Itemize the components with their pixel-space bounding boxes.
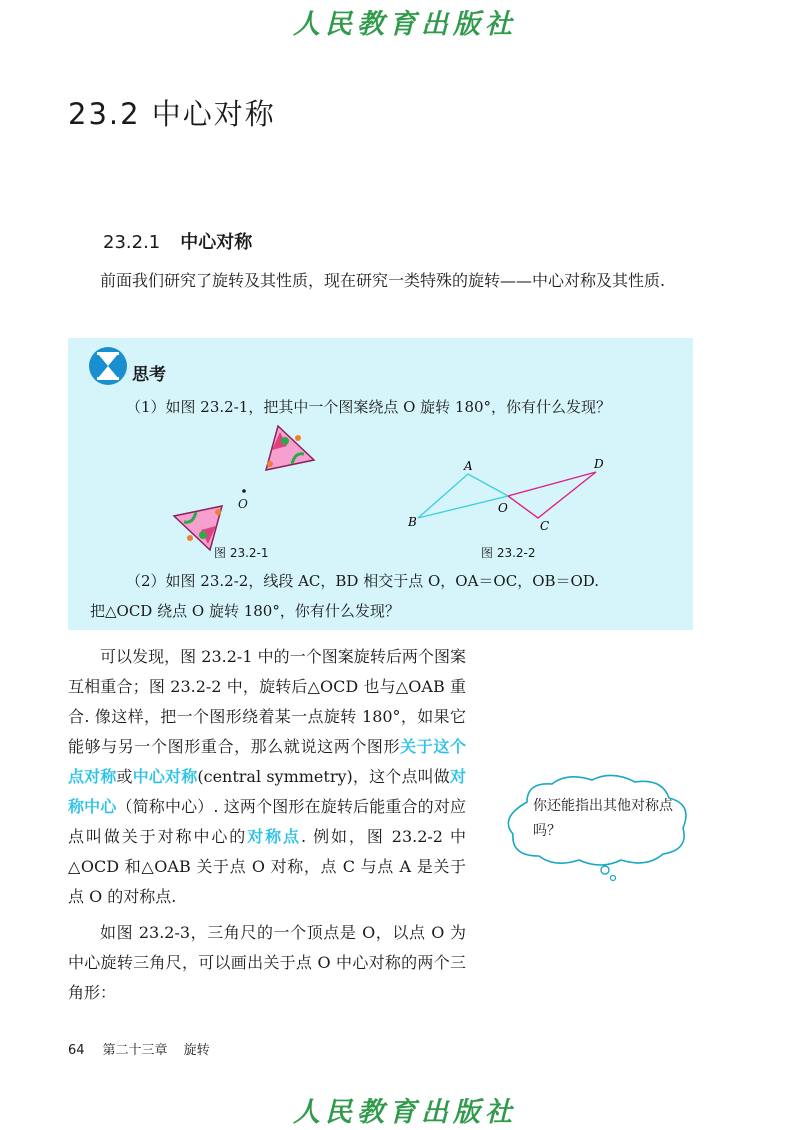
think-label: 思考 bbox=[132, 365, 166, 385]
page-number: 64 bbox=[68, 1043, 85, 1058]
paragraph-definition bbox=[68, 642, 466, 912]
question-2 bbox=[90, 566, 690, 626]
definition-text-e: . 例如，图 23.2-2 中△OCD 和△OAB 关于点 O 对称，点 C 与点 A 是关于点 O 的对称点. bbox=[68, 827, 466, 906]
triangle-ocd bbox=[508, 472, 596, 518]
subsection-title: 中心对称 bbox=[180, 232, 253, 253]
label-a: A bbox=[464, 459, 473, 473]
definition-text-d: （简称中心）. 这两个图形在旋转后能重合的对应点叫做关于对称中心的 bbox=[68, 797, 466, 846]
figure-23-2-2 bbox=[408, 458, 618, 538]
paragraph-example: 如图 23.2-3，三角尺的一个顶点是 O，以点 O 为中心旋转三角尺，可以画出关于点 O 中心对称的两个三角形： bbox=[68, 923, 466, 1002]
figure-23-2-1 bbox=[168, 424, 328, 552]
upper-triangle-pattern bbox=[266, 426, 314, 470]
figure-1-caption: 图 23.2-1 bbox=[214, 546, 269, 560]
question-2-line-1: （2）如图 23.2-2，线段 AC，BD 相交于点 O，OA＝OC，OB＝OD. bbox=[126, 572, 600, 590]
question-2-line-2: 把△OCD 绕点 O 旋转 180°，你有什么发现？ bbox=[90, 602, 400, 620]
term-central-symmetry: 中心对称 bbox=[132, 767, 198, 786]
think-icon bbox=[88, 346, 128, 386]
term-symmetric-points: 对称点 bbox=[247, 827, 301, 846]
subsection-heading bbox=[103, 228, 252, 254]
triangle-oab bbox=[418, 474, 508, 518]
subsection-number: 23.2.1 bbox=[103, 232, 161, 253]
thought-cloud bbox=[497, 772, 697, 882]
label-o: O bbox=[498, 501, 508, 515]
publisher-footer: 人民教育出版社 bbox=[293, 1097, 517, 1128]
page-footer bbox=[68, 1039, 210, 1058]
svg-text:O: O bbox=[238, 497, 248, 511]
point-o bbox=[238, 489, 248, 511]
figure-2-caption: 图 23.2-2 bbox=[481, 546, 536, 560]
question-1: （1）如图 23.2-1，把其中一个图案绕点 O 旋转 180°，你有什么发现？ bbox=[126, 398, 612, 416]
chapter-name: 第二十三章 bbox=[102, 1043, 168, 1058]
section-title: 23.2 中心对称 bbox=[68, 97, 276, 131]
chapter-topic: 旋转 bbox=[183, 1043, 210, 1058]
label-c: C bbox=[540, 519, 550, 533]
intro-paragraph: 前面我们研究了旋转及其性质，现在研究一类特殊的旋转——中心对称及其性质. bbox=[100, 271, 666, 290]
definition-text-a: 可以发现，图 23.2-1 中的一个图案旋转后两个图案互相重合；图 23.2-2 中，旋转后△OCD 也与△OAB 重合. 像这样，把一个图形绕着某一点旋转 180°，如果它能够与另一个图形重合，那么就说这两个图形 bbox=[68, 647, 466, 756]
label-d: D bbox=[594, 458, 604, 471]
term-center-of-symmetry: 对称中心 bbox=[68, 767, 466, 816]
main-text bbox=[68, 642, 466, 1008]
cloud-text: 你还能指出其他对称点吗？ bbox=[533, 798, 673, 839]
term-symmetric-about-point: 关于这个点对称 bbox=[68, 737, 466, 786]
label-b: B bbox=[408, 515, 417, 529]
think-box bbox=[68, 338, 693, 630]
publisher-header: 人民教育出版社 bbox=[293, 9, 517, 40]
definition-text-c: (central symmetry)，这个点叫做 bbox=[197, 767, 450, 786]
definition-text-b: 或 bbox=[116, 767, 133, 786]
